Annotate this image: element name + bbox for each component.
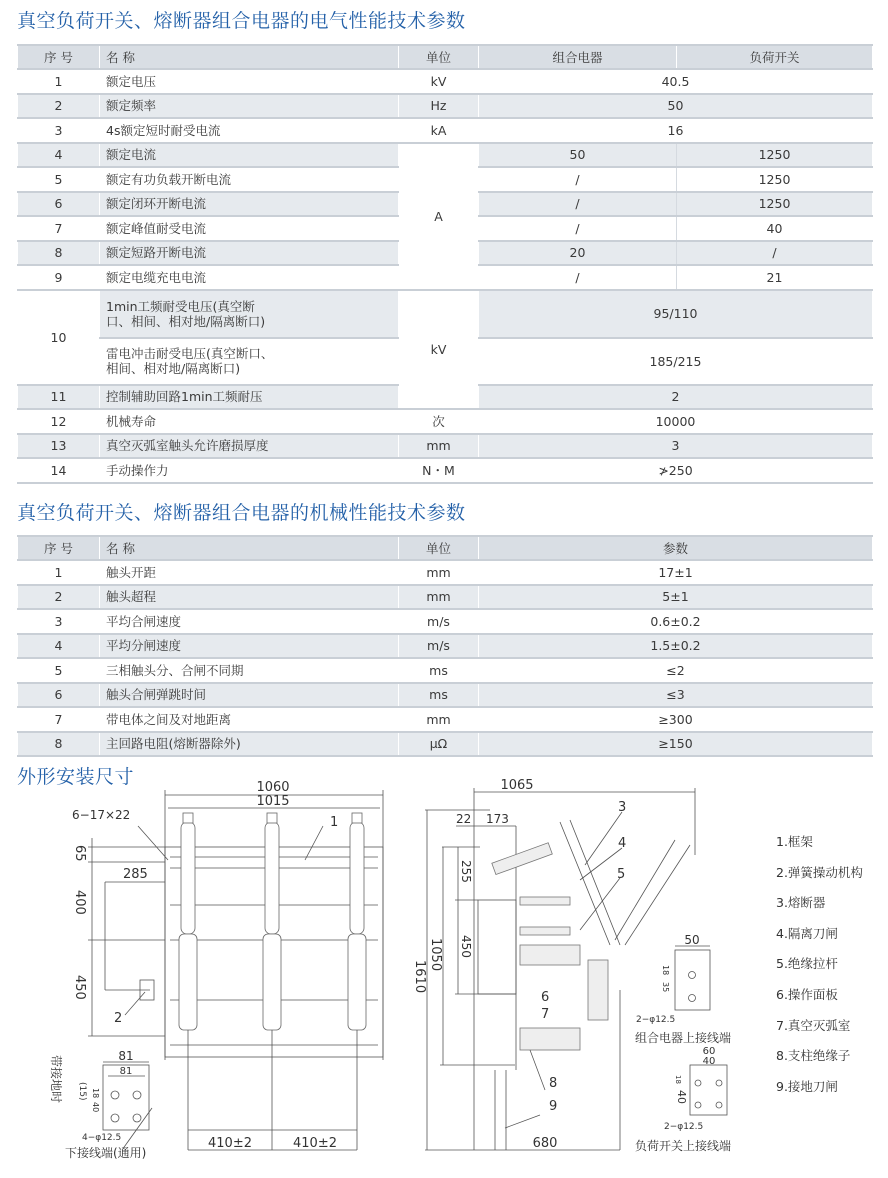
cell-value: 10000 [479,409,873,434]
cell-value: 1.5±0.2 [479,634,873,659]
detail-b-caption: 负荷开关上接线端 [635,1139,732,1153]
cell-combo: 50 [479,143,677,168]
detail-holes: 4−φ12.5 [82,1133,122,1143]
label-4: 4 [618,836,627,851]
detail-b-holes: 2−φ12.5 [664,1122,704,1132]
cell-no: 1 [18,69,100,94]
cell-name: 三相触头分、合闸不同期 [100,658,399,683]
legend-item: 7.真空灭弧室 [776,1018,851,1033]
cell-unit: kA [399,118,479,143]
cell-no: 3 [18,118,100,143]
dim-1060: 1060 [256,780,290,795]
cell-unit: kV [399,69,479,94]
cell-value: 3 [479,434,873,459]
detail-b-60: 60 [702,1046,716,1057]
dim-255: 255 [459,860,473,883]
label-8: 8 [549,1076,558,1091]
cell-no: 10 [18,290,100,385]
cell-name: 额定闭环开断电流 [100,192,399,217]
cell-value: 185/215 [479,338,873,385]
cell-unit: mm [399,707,479,732]
cell-name: 带电体之间及对地距离 [100,707,399,732]
cell-name: 机械寿命 [100,409,399,434]
cell-value: ≯250 [479,458,873,483]
dim-680: 680 [532,1136,558,1151]
cell-name: 额定有功负载开断电流 [100,167,399,192]
dim-1050: 1050 [428,938,443,972]
detail-a-width: 50 [684,933,700,947]
detail-a-holes: 2−φ12.5 [636,1015,676,1025]
label-7: 7 [541,1007,550,1022]
detail-width-outer: 81 [118,1049,134,1063]
cell-no: 11 [18,385,100,410]
cell-combo: / [479,167,677,192]
legend-item: 6.操作面板 [776,987,838,1002]
label-2: 2 [114,1011,123,1026]
dim-410-left: 410±2 [208,1136,252,1151]
cell-switch: 1250 [677,143,873,168]
header-combo: 组合电器 [479,45,677,69]
cell-switch: / [677,241,873,266]
cell-name: 手动操作力 [100,458,399,483]
cell-combo: / [479,216,677,241]
cell-no: 2 [18,585,100,610]
detail-a-18: 18 [661,965,670,976]
label-5: 5 [617,867,626,882]
cell-unit: N・M [399,458,479,483]
dim-450: 450 [72,975,87,1000]
cell-value: 5±1 [479,585,873,610]
legend-item: 9.接地刀闸 [776,1079,838,1094]
cell-no: 3 [18,609,100,634]
cell-unit: Hz [399,94,479,119]
cell-combo: 20 [479,241,677,266]
dim-410-right: 410±2 [293,1136,337,1151]
dim-400: 400 [72,890,87,915]
mechanical-params-title: 真空负荷开关、熔断器组合电器的机械性能技术参数 [17,502,466,524]
cell-combo: / [479,192,677,217]
cell-unit: ms [399,683,479,708]
dim-173: 173 [486,812,509,826]
dim-1065: 1065 [500,778,534,793]
cell-no: 8 [18,241,100,266]
cell-switch: 1250 [677,192,873,217]
cell-no: 9 [18,265,100,290]
front-view [49,780,383,1160]
cell-name: 额定频率 [100,94,399,119]
dim-65: 65 [72,845,87,862]
cell-no: 5 [18,167,100,192]
side-view [412,778,731,1153]
detail-40: 40 [91,1102,100,1113]
label-1: 1 [330,815,339,830]
legend-item: 8.支柱绝缘子 [776,1048,851,1063]
cell-no: 14 [18,458,100,483]
cell-unit: mm [399,434,479,459]
detail-a-caption: 组合电器上接线端 [635,1031,732,1045]
cell-no: 2 [18,94,100,119]
cell-value: 2 [479,385,873,410]
detail-note: 带接地时 [49,1055,63,1104]
header-no: 序 号 [18,536,100,560]
dim-1610: 1610 [412,960,427,994]
cell-name: 触头开距 [100,560,399,585]
legend-item: 1.框架 [776,834,813,849]
legend-item: 5.绝缘拉杆 [776,956,838,971]
cell-no: 7 [18,707,100,732]
label-6: 6 [541,990,550,1005]
header-switch: 负荷开关 [677,45,873,69]
cell-name: 雷电冲击耐受电压(真空断口、相间、相对地/隔离断口) [100,338,399,385]
cell-no: 4 [18,634,100,659]
cell-no: 1 [18,560,100,585]
legend-item: 3.熔断器 [776,895,826,910]
cell-no: 12 [18,409,100,434]
cell-unit: m/s [399,609,479,634]
header-value: 参数 [479,536,873,560]
header-name: 名 称 [100,536,399,560]
cell-name: 平均分闸速度 [100,634,399,659]
cell-no: 5 [18,658,100,683]
cell-value: 16 [479,118,873,143]
cell-unit-merged: kV [399,290,479,410]
cell-unit: ms [399,658,479,683]
cell-unit: μΩ [399,732,479,757]
detail-caption: 下接线端(通用) [65,1146,147,1160]
cell-value: 0.6±0.2 [479,609,873,634]
cell-name: 平均合闸速度 [100,609,399,634]
electrical-params-title: 真空负荷开关、熔断器组合电器的电气性能技术参数 [17,10,466,32]
cell-unit: m/s [399,634,479,659]
dim-285: 285 [123,867,148,882]
header-no: 序 号 [18,45,100,69]
cell-value: 40.5 [479,69,873,94]
cell-switch: 21 [677,265,873,290]
cell-name: 4s额定短时耐受电流 [100,118,399,143]
cell-name: 额定电压 [100,69,399,94]
dim-450-side: 450 [459,935,473,958]
detail-a-35: 35 [661,982,670,993]
cell-name: 额定短路开断电流 [100,241,399,266]
cell-no: 6 [18,192,100,217]
cell-name: 触头超程 [100,585,399,610]
cell-value: ≤3 [479,683,873,708]
cell-no: 8 [18,732,100,757]
dimensions-title: 外形安装尺寸 [17,766,135,788]
cell-unit: 次 [399,409,479,434]
cell-name: 额定电流 [100,143,399,168]
cell-name: 额定峰值耐受电流 [100,216,399,241]
cell-no: 7 [18,216,100,241]
header-name: 名 称 [100,45,399,69]
detail-18: 18 [91,1088,100,1099]
cell-value: ≥150 [479,732,873,757]
cell-no: 6 [18,683,100,708]
detail-b-18: 18 [674,1075,682,1084]
cell-value: 17±1 [479,560,873,585]
cell-name: 控制辅助回路1min工频耐压 [100,385,399,410]
dim-holes: 6−17×22 [72,808,131,822]
cell-value: 95/110 [479,290,873,338]
cell-no: 4 [18,143,100,168]
detail-width-inner: 81 [119,1066,133,1077]
header-unit: 单位 [399,536,479,560]
detail-b-40v: 40 [675,1090,688,1104]
dim-22: 22 [456,812,472,826]
cell-name: 主回路电阻(熔断器除外) [100,732,399,757]
detail-15: (15) [77,1082,87,1101]
header-unit: 单位 [399,45,479,69]
cell-name: 触头合闸弹跳时间 [100,683,399,708]
dim-1015: 1015 [256,794,290,809]
cell-value: ≥300 [479,707,873,732]
cell-combo: / [479,265,677,290]
cell-value: 50 [479,94,873,119]
cell-name: 额定电缆充电电流 [100,265,399,290]
cell-switch: 40 [677,216,873,241]
cell-switch: 1250 [677,167,873,192]
legend-item: 2.弹簧操动机构 [776,865,863,880]
cell-no: 13 [18,434,100,459]
cell-name: 1min工频耐受电压(真空断口、相间、相对地/隔离断口) [100,290,399,338]
label-9: 9 [549,1099,558,1114]
legend-item: 4.隔离刀闸 [776,926,838,941]
cell-value: ≤2 [479,658,873,683]
detail-b-40: 40 [702,1056,716,1067]
cell-name: 真空灭弧室触头允许磨损厚度 [100,434,399,459]
cell-unit-merged: A [399,143,479,290]
label-3: 3 [618,800,627,815]
cell-unit: mm [399,585,479,610]
cell-unit: mm [399,560,479,585]
